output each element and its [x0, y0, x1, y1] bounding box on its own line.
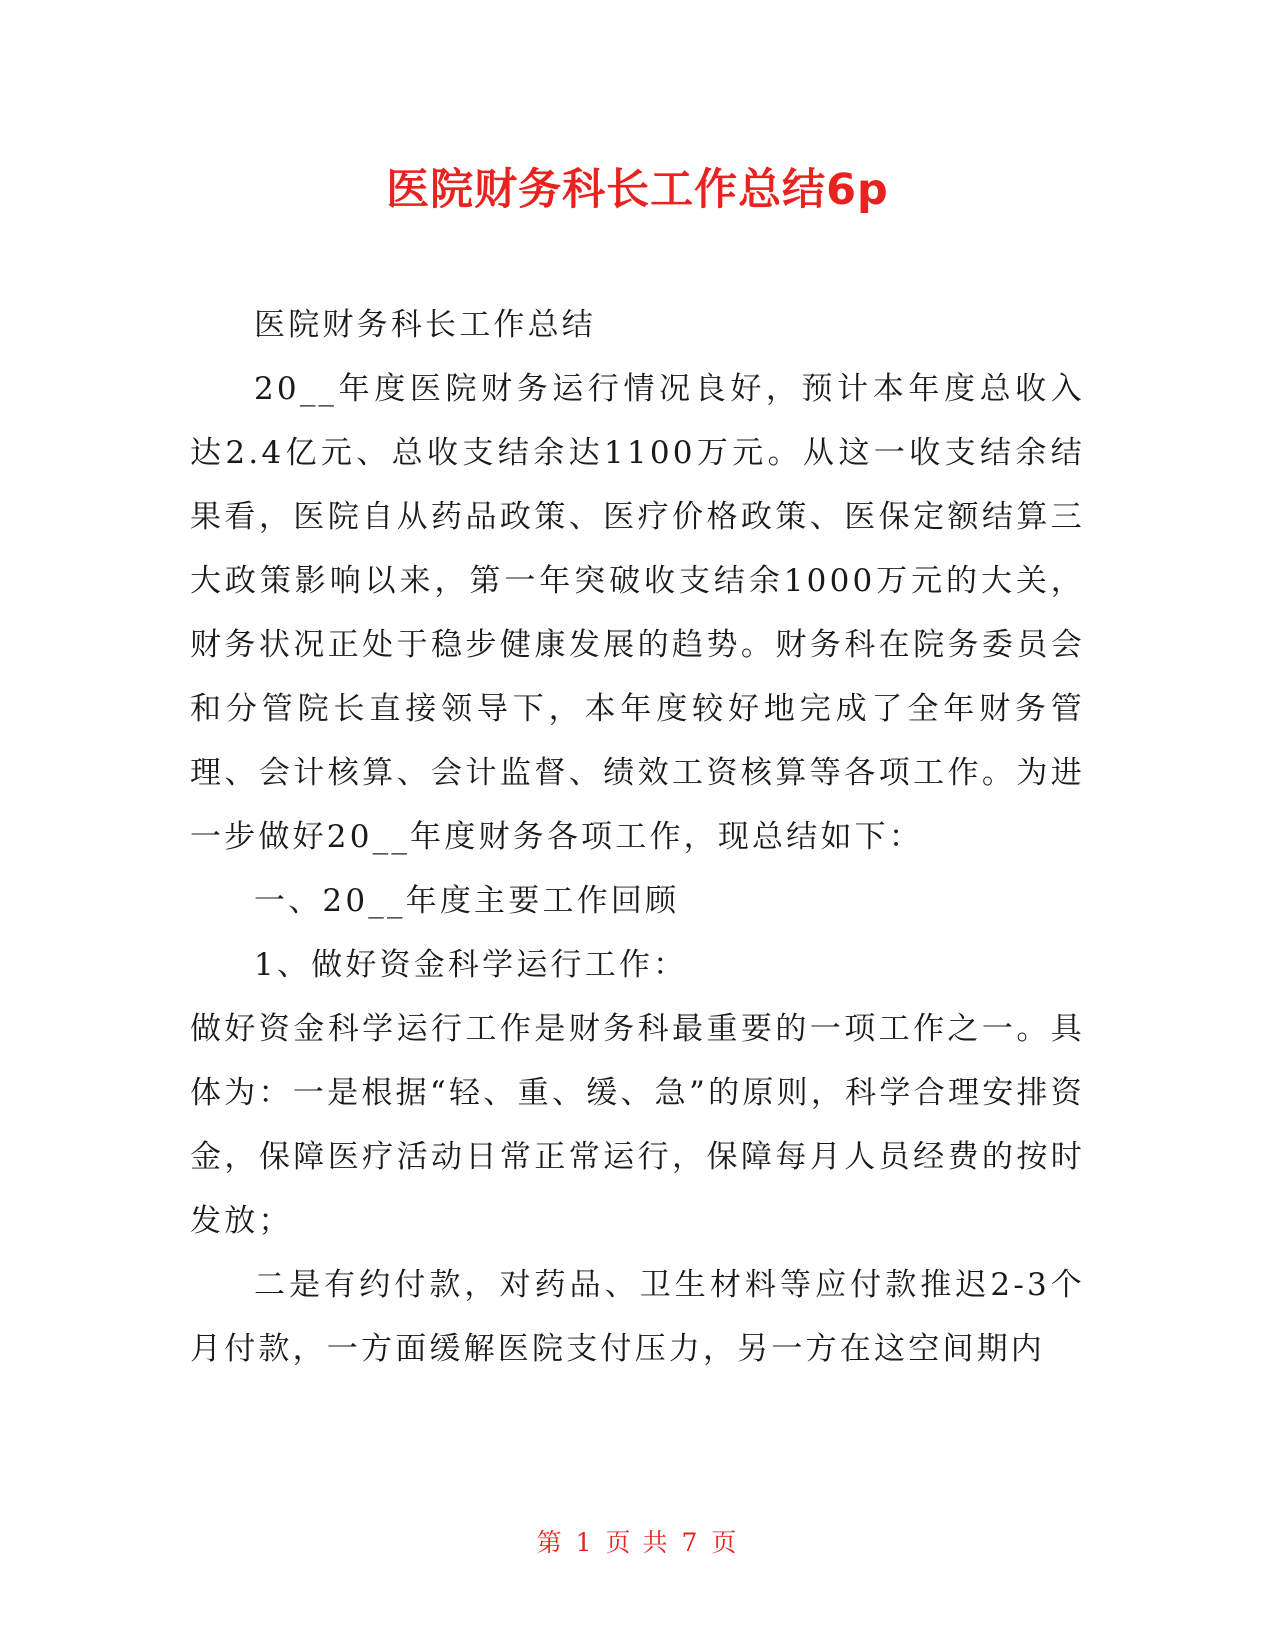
document-title: 医院财务科长工作总结6p [386, 165, 889, 215]
footer-suffix: 页 [711, 1528, 739, 1557]
footer-total-pages: 7 [681, 1528, 700, 1557]
paragraph-intro: 20__年度医院财务运行情况良好，预计本年度总收入达2.4亿元、总收支结余达1100万元。从这一收支结余结果看，医院自从药品政策、医疗价格政策、医保定额结算三大政策影响以来，第一年突破收支结余1000万元的大关，财务状况正处于稳步健康发展的趋势。财务科在院务委员会和分管院长直接领导下，本年度较好地完成了全年财务管理、会计核算、会计监督、绩效工资核算等各项工作。为进一步做好20__年度财务各项工作，现总结如下： [190, 371, 1085, 855]
paragraph-funds: 做好资金科学运行工作是财务科最重要的一项工作之一。具体为：一是根据“轻、重、缓、急”的原则，科学合理安排资金，保障医疗活动日常正常运行，保障每月人员经费的按时发放； [190, 1011, 1085, 1239]
page-footer [0, 1527, 1275, 1559]
footer-prefix: 第 [536, 1528, 564, 1557]
footer-middle: 页 共 [605, 1528, 670, 1557]
paragraph-heading: 医院财务科长工作总结 [254, 307, 596, 343]
paragraph-payment: 二是有约付款，对药品、卫生材料等应付款推迟2-3个月付款，一方面缓解医院支付压力，另一方在这空间期内 [190, 1267, 1085, 1367]
subsection-heading: 1、做好资金科学运行工作： [254, 947, 688, 983]
footer-current-page: 1 [575, 1528, 594, 1557]
document-body [190, 293, 1085, 1381]
section-heading: 一、20__年度主要工作回顾 [254, 883, 680, 919]
